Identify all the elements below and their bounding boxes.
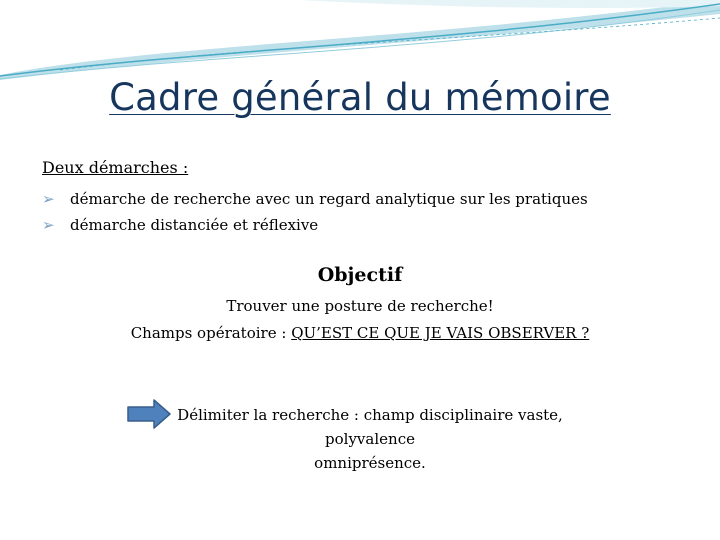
bullet-text: démarche distanciée et réflexive <box>70 216 319 234</box>
objective-line-2 <box>0 324 720 342</box>
conclusion-text <box>150 403 590 475</box>
section-label: Deux démarches : <box>42 158 189 177</box>
bullet-text: démarche de recherche avec un regard analytique sur les pratiques <box>70 190 588 208</box>
conclusion-line-2: omniprésence. <box>314 454 426 472</box>
objective-question: QU’EST CE QUE JE VAIS OBSERVER ? <box>291 324 590 342</box>
objective-heading: Objectif <box>317 264 403 286</box>
slide-title: Cadre général du mémoire <box>109 76 611 119</box>
list-item <box>42 186 588 212</box>
arrow-bullet-icon: ➢ <box>42 216 55 234</box>
bullet-list <box>42 186 588 238</box>
objective-line-2-prefix: Champs opératoire : <box>130 324 292 342</box>
arrow-bullet-icon: ➢ <box>42 190 55 208</box>
list-item <box>42 212 588 238</box>
conclusion-line-1: Délimiter la recherche : champ disciplinaire vaste, polyvalence <box>177 406 563 448</box>
objective-line-1: Trouver une posture de recherche! <box>226 297 494 315</box>
